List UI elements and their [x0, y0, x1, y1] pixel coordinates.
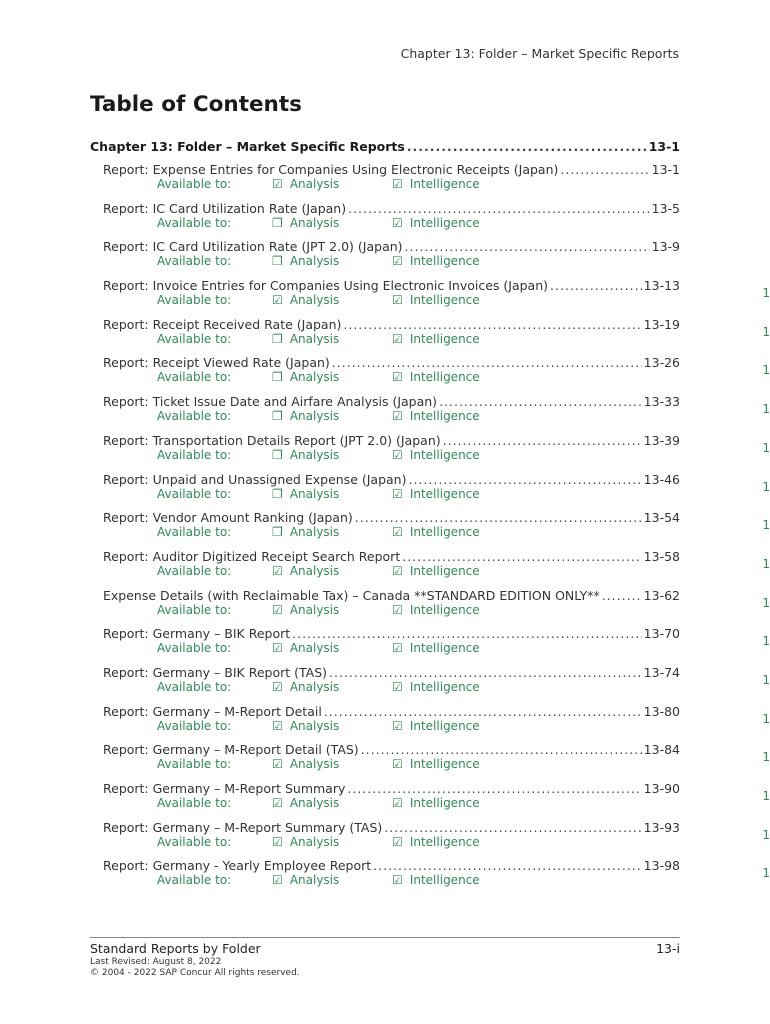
analysis-label: Analysis: [289, 718, 340, 733]
checked-box-icon: ☑: [272, 563, 283, 578]
availability-label: Available to:: [157, 602, 232, 617]
toc-entry-line[interactable]: [103, 162, 680, 177]
checked-box-icon: ☑: [392, 370, 403, 385]
unchecked-box-icon: ❐: [272, 215, 283, 230]
toc-entry[interactable]: [0, 510, 770, 549]
availability-label: Available to:: [157, 293, 232, 308]
analysis-label: Analysis: [289, 293, 340, 308]
toc-entry-title: Report: Vendor Amount Ranking (Japan): [103, 510, 353, 526]
analysis-label: Analysis: [289, 370, 340, 385]
toc-entry-line[interactable]: [103, 317, 680, 332]
availability-line: [0, 409, 770, 425]
availability-line: [0, 641, 770, 657]
availability-label: Available to:: [157, 525, 232, 540]
checked-box-icon: ☑: [392, 873, 403, 888]
toc-leader-dots: [384, 820, 641, 835]
toc-leader-dots: [292, 626, 642, 641]
toc-entry-title: Report: Transportation Details Report (JPT 2.0) (Japan): [103, 432, 441, 448]
intelligence-availability: [392, 603, 480, 617]
toc-entry-line[interactable]: [103, 433, 680, 448]
analysis-label: Analysis: [289, 602, 340, 617]
cropped-margin-number: 1: [762, 440, 770, 455]
toc-leader-dots: [408, 472, 641, 487]
toc-entry-title: Expense Details (with Reclaimable Tax) – Canada **STANDARD EDITION ONLY**: [103, 587, 600, 603]
toc-entry-title: Report: Germany – BIK Report: [103, 626, 291, 642]
cropped-margin-number: 1: [762, 634, 770, 649]
analysis-label: Analysis: [289, 834, 340, 849]
checked-box-icon: ☑: [272, 679, 283, 694]
availability-label: Available to:: [157, 331, 232, 346]
checked-box-icon: ☑: [272, 757, 283, 772]
intelligence-availability: [392, 564, 480, 578]
toc-leader-dots: [343, 317, 641, 332]
checked-box-icon: ☑: [392, 447, 403, 462]
toc-entry-title: Report: Ticket Issue Date and Airfare Analysis (Japan): [103, 394, 438, 410]
toc-entry[interactable]: [0, 858, 770, 897]
toc-entry[interactable]: [0, 394, 770, 433]
unchecked-box-icon: ❐: [272, 486, 283, 501]
unchecked-box-icon: ❐: [272, 331, 283, 346]
toc-leader-dots: [407, 139, 647, 154]
availability-line: [0, 177, 770, 193]
cropped-margin-number: 1: [762, 827, 770, 842]
analysis-label: Analysis: [289, 641, 340, 656]
toc-leader-dots: [355, 510, 642, 525]
toc-entry-page: 13-5: [651, 200, 680, 216]
toc-entry-title: Report: Auditor Digitized Receipt Search Report: [103, 548, 401, 564]
intelligence-availability: [392, 757, 480, 771]
toc-entry-page: 13-90: [643, 781, 680, 796]
analysis-availability: [272, 873, 339, 887]
footer-divider: [90, 937, 680, 938]
analysis-availability: [272, 641, 339, 655]
availability-label: Available to:: [157, 215, 232, 230]
availability-line: [0, 757, 770, 773]
checked-box-icon: ☑: [392, 486, 403, 501]
checked-box-icon: ☑: [392, 331, 403, 346]
unchecked-box-icon: ❐: [272, 254, 283, 269]
toc-entry-page: 13-80: [643, 703, 680, 719]
toc-entry[interactable]: [0, 742, 770, 781]
availability-label: Available to:: [157, 447, 232, 462]
cropped-margin-number: 1: [762, 711, 770, 726]
toc-leader-dots: [443, 433, 642, 448]
availability-label: Available to:: [157, 486, 232, 501]
toc-entry-page: 13-26: [643, 355, 680, 371]
toc-entry[interactable]: [0, 820, 770, 859]
intelligence-label: Intelligence: [409, 370, 480, 385]
toc-entry-page: 13-74: [643, 664, 680, 680]
analysis-availability: [272, 409, 339, 423]
cropped-margin-number: 1: [762, 402, 770, 417]
toc-entry[interactable]: [0, 704, 770, 743]
toc-leader-dots: [324, 704, 642, 719]
intelligence-label: Intelligence: [409, 757, 480, 772]
intelligence-availability: [392, 448, 480, 462]
toc-entry-title: Report: Germany – M-Report Detail: [103, 703, 322, 719]
analysis-label: Analysis: [289, 331, 340, 346]
cropped-margin-number: 1: [762, 363, 770, 378]
unchecked-box-icon: ❐: [272, 409, 283, 424]
intelligence-label: Intelligence: [409, 834, 480, 849]
intelligence-availability: [392, 409, 480, 423]
availability-line: [0, 873, 770, 889]
analysis-availability: [272, 719, 339, 733]
intelligence-label: Intelligence: [409, 602, 480, 617]
analysis-availability: [272, 487, 339, 501]
toc-entry-line[interactable]: [103, 704, 680, 719]
toc-entry-page: 13-98: [643, 858, 680, 874]
intelligence-availability: [392, 332, 480, 346]
cropped-margin-number: 1: [762, 324, 770, 339]
intelligence-availability: [392, 796, 480, 810]
toc-entry-line[interactable]: [103, 201, 680, 216]
availability-label: Available to:: [157, 834, 232, 849]
analysis-availability: [272, 525, 339, 539]
toc-leader-dots: [405, 239, 650, 254]
toc-entry[interactable]: [0, 317, 770, 356]
analysis-label: Analysis: [289, 215, 340, 230]
availability-label: Available to:: [157, 641, 232, 656]
checked-box-icon: ☑: [272, 177, 283, 191]
toc-entry-title: Report: Germany - Yearly Employee Report: [103, 858, 372, 874]
toc-entry-line[interactable]: [103, 239, 680, 254]
intelligence-label: Intelligence: [409, 486, 480, 501]
cropped-margin-number: 1: [762, 750, 770, 765]
checked-box-icon: ☑: [272, 796, 283, 810]
toc-entry-title: Report: Unpaid and Unassigned Expense (Japan): [103, 471, 407, 487]
footer-copyright: © 2004 - 2022 SAP Concur All rights reserved.: [90, 968, 300, 978]
analysis-availability: [272, 254, 339, 268]
availability-label: Available to:: [157, 679, 232, 694]
availability-line: [0, 254, 770, 270]
intelligence-availability: [392, 873, 480, 887]
toc-entry-page: 13-9: [651, 239, 680, 255]
checked-box-icon: ☑: [392, 525, 403, 540]
toc-entry-page: 13-93: [643, 819, 680, 835]
analysis-availability: [272, 177, 339, 191]
intelligence-label: Intelligence: [409, 718, 480, 733]
toc-entry-page: 13-62: [643, 587, 680, 603]
toc-entry-title: Report: Germany – M-Report Detail (TAS): [103, 742, 359, 758]
toc-chapter-page: 13-1: [648, 139, 680, 154]
toc-entry-page: 13-39: [643, 432, 680, 448]
running-header: Chapter 13: Folder – Market Specific Reports: [400, 46, 679, 61]
intelligence-label: Intelligence: [409, 563, 480, 578]
toc-entry[interactable]: [0, 549, 770, 588]
toc-entry-title: Report: Germany – M-Report Summary (TAS): [103, 819, 383, 835]
availability-line: [0, 680, 770, 696]
cropped-margin-number: 1: [762, 556, 770, 571]
checked-box-icon: ☑: [272, 293, 283, 308]
analysis-availability: [272, 796, 339, 810]
checked-box-icon: ☑: [392, 563, 403, 578]
analysis-label: Analysis: [289, 525, 340, 540]
toc-entry-title: Report: IC Card Utilization Rate (Japan): [103, 200, 347, 216]
toc-entry[interactable]: [0, 433, 770, 472]
toc-entry-line[interactable]: [103, 472, 680, 487]
toc-chapter-title: Chapter 13: Folder – Market Specific Reports: [90, 139, 405, 154]
intelligence-availability: [392, 370, 480, 384]
toc-entry-line[interactable]: [103, 820, 680, 835]
analysis-label: Analysis: [289, 447, 340, 462]
footer-page-number: 13-i: [656, 941, 680, 956]
checked-box-icon: ☑: [392, 177, 403, 191]
intelligence-label: Intelligence: [409, 409, 480, 424]
analysis-availability: [272, 835, 339, 849]
toc-entry-page: 13-58: [643, 548, 680, 564]
toc-entry-page: 13-54: [643, 510, 680, 526]
checked-box-icon: ☑: [392, 293, 403, 308]
availability-label: Available to:: [157, 796, 232, 810]
availability-line: [0, 835, 770, 851]
toc-entry-title: Report: Receipt Received Rate (Japan): [103, 316, 342, 332]
analysis-availability: [272, 216, 339, 230]
toc-leader-dots: [329, 665, 642, 680]
footer-last-revised: Last Revised: August 8, 2022: [90, 957, 222, 967]
availability-label: Available to:: [157, 718, 232, 733]
analysis-label: Analysis: [289, 679, 340, 694]
toc-entry[interactable]: [0, 355, 770, 394]
checked-box-icon: ☑: [392, 757, 403, 772]
toc-entry-line[interactable]: [103, 394, 680, 409]
checked-box-icon: ☑: [272, 718, 283, 733]
intelligence-availability: [392, 293, 480, 307]
intelligence-availability: [392, 680, 480, 694]
intelligence-availability: [392, 525, 480, 539]
toc-entry[interactable]: [0, 201, 770, 240]
analysis-label: Analysis: [289, 254, 340, 269]
intelligence-label: Intelligence: [409, 331, 480, 346]
availability-line: [0, 216, 770, 232]
toc-leader-dots: [361, 742, 642, 757]
toc-entry-title: Report: Receipt Viewed Rate (Japan): [103, 355, 330, 371]
toc-entry-line[interactable]: [103, 355, 680, 370]
checked-box-icon: ☑: [272, 873, 283, 888]
intelligence-label: Intelligence: [409, 447, 480, 462]
availability-line: [0, 564, 770, 580]
checked-box-icon: ☑: [392, 796, 403, 810]
availability-line: [0, 525, 770, 541]
cropped-margin-number: 1: [762, 866, 770, 881]
toc-entry[interactable]: [0, 239, 770, 278]
toc-entry[interactable]: [0, 665, 770, 704]
availability-line: [0, 603, 770, 619]
availability-label: Available to:: [157, 757, 232, 772]
toc-leader-dots: [332, 355, 642, 370]
availability-line: [0, 719, 770, 735]
availability-label: Available to:: [157, 370, 232, 385]
toc-entry-page: 13-70: [643, 626, 680, 642]
toc-entry-line[interactable]: [103, 665, 680, 680]
toc-entry-page: 13-13: [643, 278, 680, 294]
intelligence-availability: [392, 177, 480, 191]
toc-leader-dots: [373, 858, 642, 873]
toc-entry[interactable]: [0, 781, 770, 820]
cropped-margin-number: 1: [762, 595, 770, 610]
intelligence-availability: [392, 487, 480, 501]
availability-label: Available to:: [157, 254, 232, 269]
toc-entry-line[interactable]: [103, 549, 680, 564]
analysis-label: Analysis: [289, 563, 340, 578]
availability-line: [0, 332, 770, 348]
toc-leader-dots: [560, 162, 649, 177]
availability-line: [0, 487, 770, 503]
intelligence-availability: [392, 641, 480, 655]
cropped-margin-number: 1: [762, 789, 770, 803]
cropped-margin-number: 1: [762, 479, 770, 494]
availability-line: [0, 370, 770, 386]
intelligence-label: Intelligence: [409, 215, 480, 230]
analysis-label: Analysis: [289, 486, 340, 501]
toc-entry-line[interactable]: [103, 781, 680, 796]
cropped-margin-number: 1: [762, 518, 770, 533]
unchecked-box-icon: ❐: [272, 370, 283, 385]
cropped-margin-number: 1: [762, 286, 770, 301]
intelligence-label: Intelligence: [409, 254, 480, 269]
toc-leader-dots: [347, 781, 641, 796]
intelligence-label: Intelligence: [409, 641, 480, 656]
analysis-label: Analysis: [289, 177, 340, 191]
intelligence-label: Intelligence: [409, 873, 480, 888]
analysis-availability: [272, 332, 339, 346]
toc-entry-page: 13-1: [651, 162, 680, 177]
toc-entry-title: Report: IC Card Utilization Rate (JPT 2.0) (Japan): [103, 239, 403, 255]
intelligence-availability: [392, 216, 480, 230]
analysis-availability: [272, 293, 339, 307]
footer-title: Standard Reports by Folder: [90, 941, 261, 956]
availability-label: Available to:: [157, 873, 232, 888]
checked-box-icon: ☑: [272, 834, 283, 849]
analysis-availability: [272, 680, 339, 694]
toc-entry-page: 13-84: [643, 742, 680, 758]
toc-entry-page: 13-19: [643, 316, 680, 332]
toc-leader-dots: [602, 588, 642, 603]
toc-entry-page: 13-46: [643, 471, 680, 487]
toc-entry[interactable]: [0, 162, 770, 201]
analysis-availability: [272, 370, 339, 384]
availability-line: [0, 293, 770, 309]
checked-box-icon: ☑: [392, 215, 403, 230]
checked-box-icon: ☑: [392, 602, 403, 617]
intelligence-availability: [392, 719, 480, 733]
toc-leader-dots: [439, 394, 642, 409]
toc-entry[interactable]: [0, 588, 770, 627]
toc-entry-title: Report: Germany – M-Report Summary: [103, 781, 346, 796]
toc-entry-title: Report: Germany – BIK Report (TAS): [103, 664, 328, 680]
availability-label: Available to:: [157, 409, 232, 424]
analysis-availability: [272, 757, 339, 771]
intelligence-label: Intelligence: [409, 177, 480, 191]
analysis-label: Analysis: [289, 796, 340, 810]
checked-box-icon: ☑: [392, 679, 403, 694]
toc-entry-line[interactable]: [103, 858, 680, 873]
availability-label: Available to:: [157, 563, 232, 578]
checked-box-icon: ☑: [392, 254, 403, 269]
unchecked-box-icon: ❐: [272, 525, 283, 540]
intelligence-availability: [392, 835, 480, 849]
toc-title: Table of Contents: [90, 92, 302, 117]
checked-box-icon: ☑: [392, 409, 403, 424]
analysis-availability: [272, 603, 339, 617]
toc-entry-list: [0, 162, 770, 897]
unchecked-box-icon: ❐: [272, 447, 283, 462]
toc-entry[interactable]: [0, 626, 770, 665]
toc-entry[interactable]: [0, 278, 770, 317]
toc-leader-dots: [348, 201, 650, 216]
toc-entry[interactable]: [0, 472, 770, 511]
toc-leader-dots: [550, 278, 642, 293]
intelligence-label: Intelligence: [409, 293, 480, 308]
checked-box-icon: ☑: [392, 834, 403, 849]
availability-line: [0, 796, 770, 812]
toc-entry-line[interactable]: [103, 742, 680, 757]
checked-box-icon: ☑: [272, 602, 283, 617]
toc-chapter-entry[interactable]: [90, 139, 680, 154]
analysis-label: Analysis: [289, 757, 340, 772]
toc-entry-line[interactable]: [103, 278, 680, 293]
toc-entry-line[interactable]: [103, 510, 680, 525]
toc-entry-page: 13-33: [643, 394, 680, 410]
analysis-availability: [272, 448, 339, 462]
intelligence-label: Intelligence: [409, 679, 480, 694]
intelligence-label: Intelligence: [409, 796, 480, 810]
intelligence-label: Intelligence: [409, 525, 480, 540]
intelligence-availability: [392, 254, 480, 268]
availability-line: [0, 448, 770, 464]
toc-entry-line[interactable]: [103, 626, 680, 641]
checked-box-icon: ☑: [392, 641, 403, 656]
toc-entry-title: Report: Invoice Entries for Companies Using Electronic Invoices (Japan): [103, 278, 549, 294]
toc-leader-dots: [402, 549, 641, 564]
toc-entry-line[interactable]: [103, 588, 680, 603]
availability-label: Available to:: [157, 177, 232, 191]
cropped-margin-number: 1: [762, 672, 770, 687]
analysis-label: Analysis: [289, 409, 340, 424]
analysis-availability: [272, 564, 339, 578]
checked-box-icon: ☑: [272, 641, 283, 656]
toc-entry-title: Report: Expense Entries for Companies Using Electronic Receipts (Japan): [103, 162, 559, 177]
checked-box-icon: ☑: [392, 718, 403, 733]
analysis-label: Analysis: [289, 873, 340, 888]
